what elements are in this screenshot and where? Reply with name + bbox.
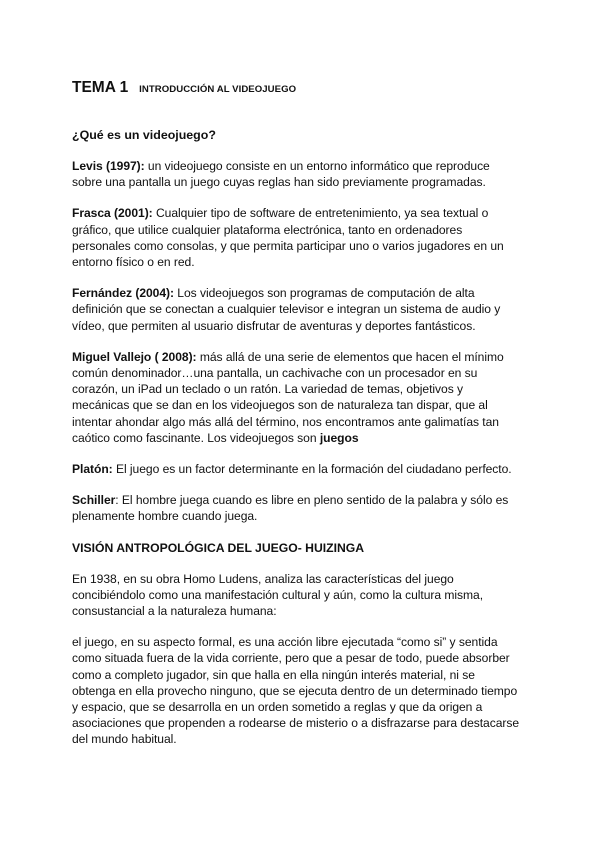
title-sub: INTRODUCCIÓN AL VIDEOJUEGO (139, 84, 297, 95)
definition-author: Frasca (2001): (72, 206, 153, 221)
definition-emphasis: juegos (319, 430, 359, 445)
definition-author: Levis (1997): (72, 159, 145, 173)
definition-author: Fernández (2004): (72, 286, 174, 301)
definition-vallejo (72, 349, 520, 446)
definition-platon (72, 461, 520, 477)
definition-fernandez (72, 285, 520, 334)
definition-text: Los videojuegos son programas de computación de alta definición que se conectan a cualquier televisor e integran un sistema de audio y vídeo, que permiten al usuario disfrutar de aventuras y deportes fantásticos. (72, 286, 501, 333)
page-title (72, 72, 520, 99)
definition-text: Cualquier tipo de software de entretenimiento, ya sea textual o gráfico, que utilice cualquier plataforma electrónica, tanto en ordenadores personales como consolas, y que permita participar uno o varios jugadores en un entorno físico o en red. (72, 206, 504, 270)
definition-text: : El hombre juega cuando es libre en pleno sentido de la palabra y sólo es plenamente hombre cuando juega. (72, 493, 509, 524)
section-heading: VISIÓN ANTROPOLÓGICA DEL JUEGO- HUIZINGA (72, 540, 365, 555)
definition-levis (72, 158, 520, 190)
definition-author: Schiller (72, 493, 116, 508)
title-main: TEMA 1 (72, 79, 129, 96)
definition-author: Platón: (72, 462, 113, 477)
definition-text: El juego es un factor determinante en la formación del ciudadano perfecto. (112, 462, 512, 477)
section-paragraph: En 1938, en su obra Homo Ludens, analiza las características del juego concibiéndolo como una manifestación cultural y aún, como la cultura misma, consustancial a la naturaleza humana: (72, 571, 484, 619)
section-paragraph: el juego, en su aspecto formal, es una acción libre ejecutada “como si” y sentida como situada fuera de la vida corriente, pero que a pesar de todo, puede absorber como a completo jugador, sin que halla en ella ningún interés material, ni se obtenga en ella provecho ninguno, que se ejecuta dentro de un determinado tiempo y espacio, que se desarrolla en un orden sometido a reglas y que da origen a asociaciones que propenden a rodearse de misterio o a disfrazarse para destacarse del mundo habitual. (72, 635, 520, 747)
question-heading: ¿Qué es un videojuego? (72, 128, 216, 142)
definition-frasca (72, 205, 520, 270)
definition-text: más allá de una serie de elementos que hacen el mínimo común denominador…una pantalla, un cachivache con un procesador en su corazón, un iPad un teclado o un ratón. La variedad de temas, objetivos y mecánicas que se dan en los videojuegos son de naturaleza tan dispar, que al intentar ahondar algo más allá del término, nos encontramos ante galimatías tan caótico como fascinante. Los videojuegos son (72, 349, 504, 445)
definition-text: un videojuego consiste en un entorno informático que reproduce sobre una pantalla un juego cuyas reglas han sido previamente programadas. (72, 159, 490, 190)
definition-schiller (72, 492, 520, 524)
definition-author: Miguel Vallejo ( 2008): (72, 349, 197, 364)
